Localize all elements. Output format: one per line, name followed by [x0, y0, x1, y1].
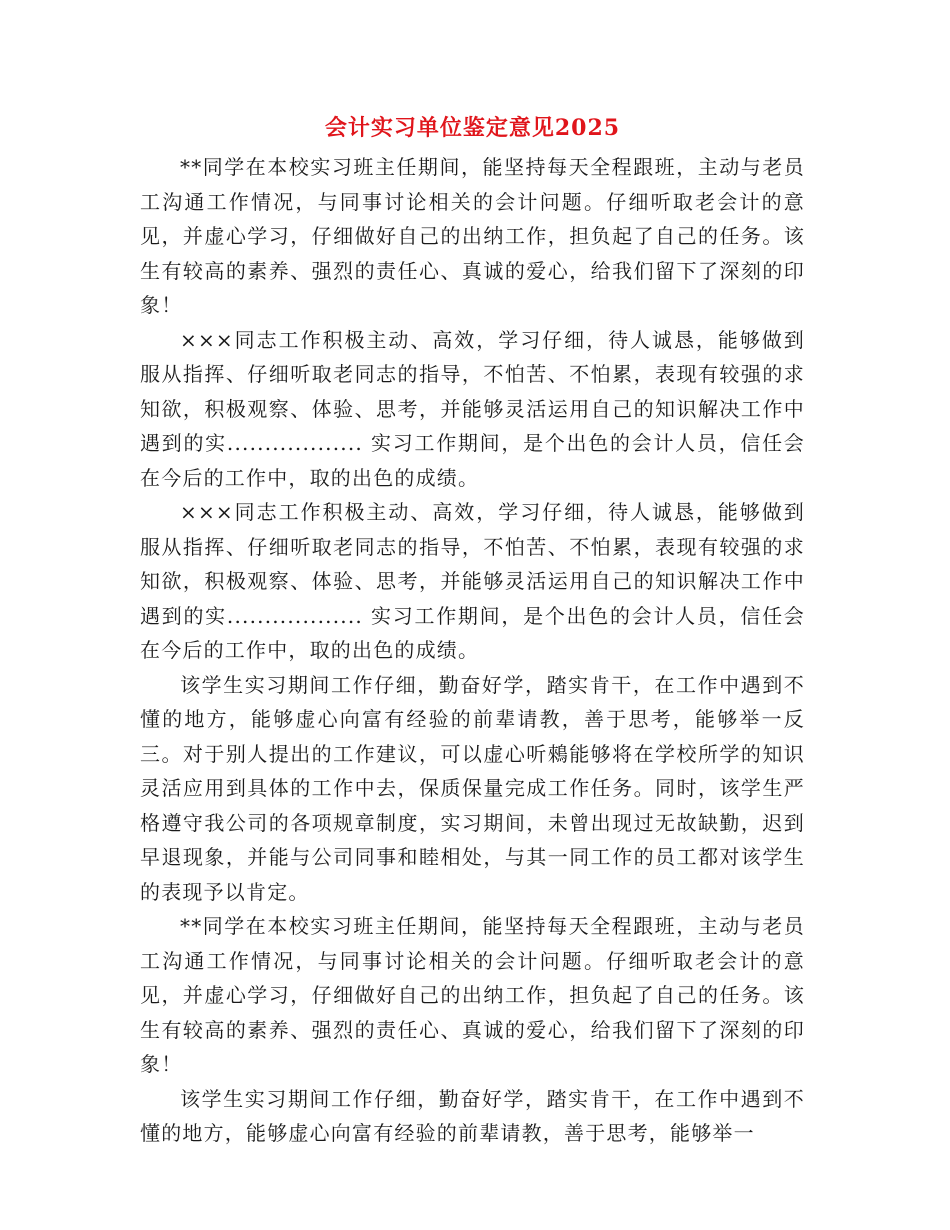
paragraph-6: 该学生实习期间工作仔细，勤奋好学，踏实肯干，在工作中遇到不懂的地方，能够虚心向富有经验的前辈请教，善于思考，能够举一 — [140, 1086, 805, 1145]
paragraph-1: **同学在本校实习班主任期间，能坚持每天全程跟班，主动与老员工沟通工作情况，与同事讨论相关的会计问题。仔细听取老会计的意见，并虚心学习，仔细做好自己的出纳工作，担负起了自己的任务。该生有较高的素养、强烈的责任心、真诚的爱心，给我们留下了深刻的印象！ — [140, 155, 805, 317]
paragraph-2: ×××同志工作积极主动、高效，学习仔细，待人诚恳，能够做到服从指挥、仔细听取老同志的指导，不怕苦、不怕累，表现有较强的求知欲，积极观察、体验、思考，并能够灵活运用自己的知识解决工作中遇到的实.................. 实习工作期间，是个出色的会计人员，信任会在今后的工作中，取的出色的成绩。 — [140, 327, 805, 490]
document-page — [140, 108, 805, 1151]
paragraph-3: ×××同志工作积极主动、高效，学习仔细，待人诚恳，能够做到服从指挥、仔细听取老同志的指导，不怕苦、不怕累，表现有较强的求知欲，积极观察、体验、思考，并能够灵活运用自己的知识解决工作中遇到的实.................. 实习工作期间，是个出色的会计人员，信任会在今后的工作中，取的出色的成绩。 — [140, 500, 805, 662]
document-title: 会计实习单位鉴定意见2025 — [324, 115, 621, 141]
paragraph-5: **同学在本校实习班主任期间，能坚持每天全程跟班，主动与老员工沟通工作情况，与同事讨论相关的会计问题。仔细听取老会计的意见，并虚心学习，仔细做好自己的出纳工作，担负起了自己的任务。该生有较高的素养、强烈的责任心、真诚的爱心，给我们留下了深刻的印象！ — [140, 914, 805, 1076]
paragraph-4: 该学生实习期间工作仔细，勤奋好学，踏实肯干，在工作中遇到不懂的地方，能够虚心向富有经验的前辈请教，善于思考，能够举一反三。对于别人提出的工作建议，可以虚心听鶆能够将在学校所学的知识灵活应用到具体的工作中去，保质保量完成工作任务。同时，该学生严格遵守我公司的各项规章制度，实习期间，未曾出现过无故缺勤，迟到早退现象，并能与公司同事和睦相处，与其一同工作的员工都对该学生的表现予以肯定。 — [140, 672, 805, 904]
